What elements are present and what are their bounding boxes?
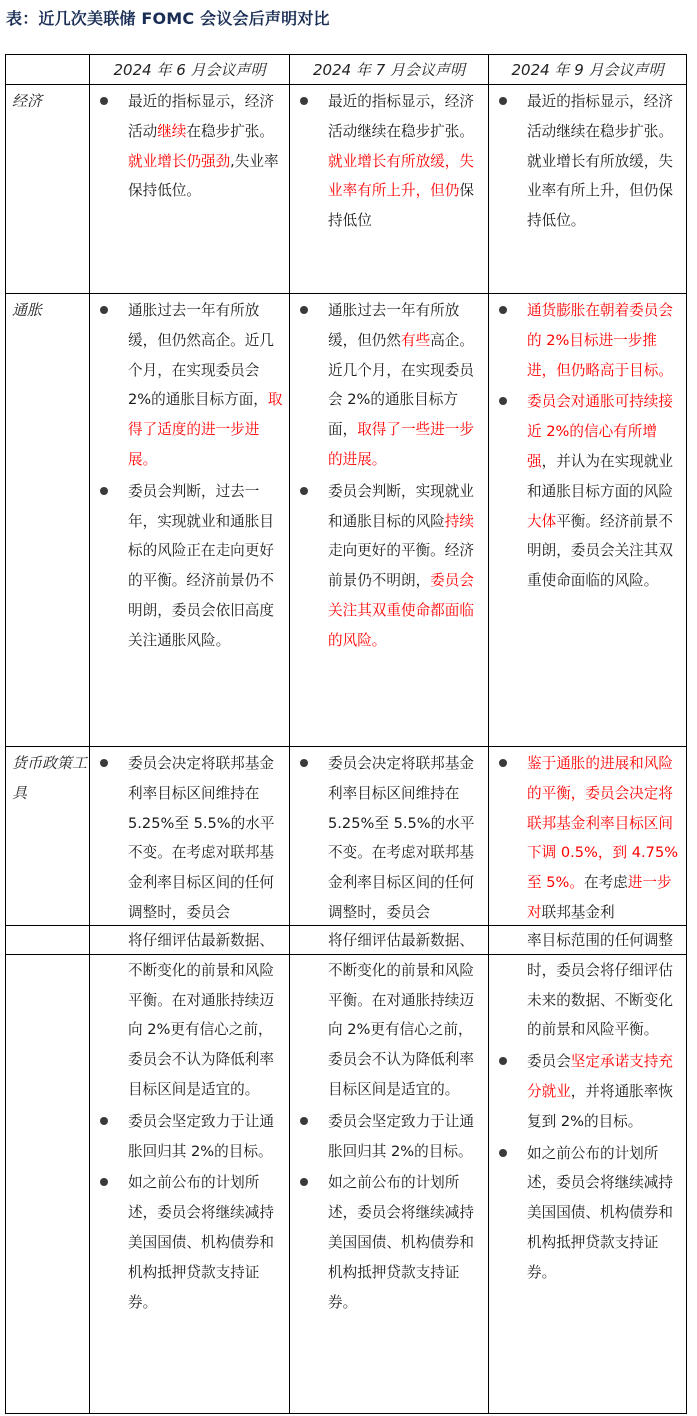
statement-text: 在考虑 — [583, 874, 628, 892]
bullet-dot-icon — [300, 487, 308, 495]
bullet-dot-icon — [499, 759, 507, 767]
row-label-economy: 经济 — [6, 85, 90, 294]
statement-text: 平衡。经济前景不明朗，委员会关注其双重使命面临的风险。 — [527, 512, 673, 590]
bullet-dot-icon — [300, 306, 308, 314]
statement-text: ，并认为在实现就业和通胀目标方面的风险 — [527, 452, 673, 500]
cell-policy-july — [290, 747, 489, 955]
cell-policy-september — [489, 747, 687, 955]
bullet-item — [290, 747, 488, 928]
highlighted-text: 大体 — [527, 512, 557, 530]
bullet-list — [90, 926, 289, 1317]
bullet-item — [90, 85, 289, 206]
bullet-item — [90, 475, 289, 656]
cell-policy-september-continued — [489, 926, 687, 1414]
statement-text: 如之前公布的计划所述，委员会将继续减持美国国债、机构债券和机构抵押贷款支持证券。 — [328, 1174, 474, 1311]
bullet-item — [290, 926, 488, 1105]
highlighted-text: 有些 — [400, 331, 431, 349]
bullet-item — [489, 385, 686, 596]
cell-economy-september — [489, 85, 687, 294]
highlighted-text: 继续 — [157, 122, 187, 140]
bullet-item — [90, 1105, 289, 1167]
bullet-dot-icon — [100, 306, 108, 314]
statement-text: 最近的指标显示，经济活动继续在稳步扩张。就业增长有所放缓，失业率有所上升，但仍保持低位。 — [527, 93, 673, 230]
statement-text: 委员会坚定致力于让通胀回归其 2%的目标。 — [128, 1112, 274, 1160]
bullet-list — [290, 926, 488, 1317]
statement-text: 联邦基金利 — [541, 903, 615, 921]
bullet-list — [90, 747, 289, 928]
bullet-dot-icon — [100, 759, 108, 767]
statement-text: 委员会判断，过去一年，实现就业和通胀目标的风险正在走向更好的平衡。经济前景仍不明朗，委员会依旧高度关注通胀风险。 — [128, 482, 274, 649]
statement-text: 率目标范围的任何调整时，委员会将仔细评估未来的数据、不断变化的前景和风险平衡。 — [527, 932, 673, 1039]
bullet-item — [290, 294, 488, 475]
statement-text: ,失业率保持低位。 — [128, 152, 279, 200]
bullet-item — [90, 294, 289, 475]
row-policy-tools-continued — [6, 926, 687, 1414]
bullet-item — [489, 1137, 686, 1288]
row-label-inflation: 通胀 — [6, 294, 90, 747]
bullet-dot-icon — [300, 1117, 308, 1125]
bullet-item — [290, 1105, 488, 1167]
bullet-item — [290, 475, 488, 656]
bullet-item — [489, 85, 686, 236]
bullet-dot-icon — [300, 1178, 308, 1186]
statement-text: 通胀过去一年有所放缓，但仍然高企。近几个月，在实现委员会 2%的通胀目标方面， — [128, 302, 274, 409]
header-row — [6, 55, 687, 85]
cell-inflation-june — [90, 294, 290, 747]
bullet-dot-icon — [499, 397, 507, 405]
statement-text: 委员会坚定致力于让通胀回归其 2%的目标。 — [328, 1112, 474, 1160]
bullet-list — [489, 747, 686, 928]
bullet-item — [290, 85, 488, 236]
bullet-item — [90, 926, 289, 1105]
bullet-dot-icon — [100, 1117, 108, 1125]
bullet-list — [290, 85, 488, 236]
bullet-list — [489, 926, 686, 1288]
bullet-list — [489, 294, 686, 596]
statement-text: 如之前公布的计划所述，委员会将继续减持美国国债、机构债券和机构抵押贷款支持证券。 — [527, 1144, 673, 1281]
row-label-continued-empty — [6, 926, 90, 1414]
cell-policy-june-continued — [90, 926, 290, 1414]
statement-text: 将仔细评估最新数据、不断变化的前景和风险平衡。在对通胀持续迈向 2%更有信心之前，委员会不认为降低利率目标区间是适宜的。 — [328, 932, 474, 1098]
bullet-dot-icon — [100, 1178, 108, 1186]
statement-text: 最近的指标显示，经济活动继续在稳步扩张。 — [328, 93, 474, 140]
highlighted-text: 就业增长有所放缓，失业率有所上升，但仍 — [328, 152, 474, 200]
statement-text: 委员会决定将联邦基金利率目标区间维持在 5.25%至 5.5%的水平不变。在考虑对联邦基金利率目标区间的任何调整时，委员会 — [128, 755, 275, 921]
highlighted-text: 委员会对通胀可持续接近 2%的信心有所增强 — [527, 393, 673, 470]
bullet-dot-icon — [499, 1149, 507, 1157]
bullet-list — [90, 85, 289, 206]
bullet-dot-icon — [100, 97, 108, 105]
highlighted-text: 委员会关注其双重使命都面临的风险。 — [328, 572, 474, 649]
cell-economy-july — [290, 85, 489, 294]
header-july: 2024 年 7 月会议声明 — [290, 55, 489, 85]
header-september: 2024 年 9 月会议声明 — [489, 55, 687, 85]
comparison-table-continued — [5, 925, 687, 1414]
header-empty — [6, 55, 90, 85]
cell-economy-june — [90, 85, 290, 294]
highlighted-text: 取得了适度的进一步进展。 — [128, 391, 283, 468]
bullet-item — [489, 1045, 686, 1136]
comparison-table — [5, 54, 687, 955]
statement-text: ，并将通胀率恢复到 2%的目标。 — [527, 1082, 673, 1130]
bullet-list — [90, 294, 289, 656]
statement-text: 委员会 — [527, 1053, 571, 1071]
bullet-list — [290, 747, 488, 928]
row-policy-tools — [6, 747, 687, 955]
statement-text: 最近的指标显示，经济活动 — [128, 93, 274, 140]
statement-text: 保持低位 — [328, 182, 474, 230]
statement-text: 通胀过去一年有所放缓，但仍然 — [328, 302, 460, 349]
bullet-dot-icon — [499, 306, 507, 314]
statement-text: 如之前公布的计划所述，委员会将继续减持美国国债、机构债券和机构抵押贷款支持证券。 — [128, 1174, 274, 1311]
highlighted-text: 取得了一些进一步的进展。 — [328, 421, 474, 468]
bullet-list — [290, 294, 488, 656]
statement-text: 走向更好的平衡。经济前景仍不明朗， — [328, 542, 474, 590]
row-economy — [6, 85, 687, 294]
bullet-item — [90, 1166, 289, 1317]
bullet-item — [90, 747, 289, 928]
header-june: 2024 年 6 月会议声明 — [90, 55, 290, 85]
highlighted-text: 坚定承诺支持充分就业 — [527, 1053, 673, 1100]
bullet-item — [489, 926, 686, 1045]
statement-text: 将仔细评估最新数据、不断变化的前景和风险平衡。在对通胀持续迈向 2%更有信心之前，委员会不认为降低利率目标区间是适宜的。 — [128, 932, 274, 1098]
cell-policy-june — [90, 747, 290, 955]
statement-text: 高企。近几个月，在实现委员会 2%的通胀目标方面， — [328, 331, 474, 439]
cell-inflation-september — [489, 294, 687, 747]
row-label-policy-tools: 货币政策工具 — [6, 747, 90, 955]
bullet-item — [489, 294, 686, 385]
row-inflation — [6, 294, 687, 747]
bullet-item — [489, 747, 686, 928]
bullet-dot-icon — [300, 759, 308, 767]
statement-text: 委员会决定将联邦基金利率目标区间维持在 5.25%至 5.5%的水平不变。在考虑对联邦基金利率目标区间的任何调整时，委员会 — [328, 755, 475, 921]
bullet-dot-icon — [300, 97, 308, 105]
cell-inflation-july — [290, 294, 489, 747]
highlighted-text: 进一步对 — [527, 874, 672, 921]
highlighted-text: 通货膨胀在朝着委员会的 2%目标进一步推进，但仍略高于目标。 — [527, 302, 673, 379]
page-title: 表：近几次美联储 FOMC 会议会后声明对比 — [6, 9, 330, 28]
bullet-dot-icon — [499, 97, 507, 105]
highlighted-text: 持续 — [444, 512, 474, 530]
cell-policy-july-continued — [290, 926, 489, 1414]
bullet-item — [290, 1166, 488, 1317]
highlighted-text: 鉴于通胀的进展和风险的平衡，委员会决定将联邦基金利率目标区间下调 0.5%，到 4.75%至 5%。 — [527, 755, 679, 892]
bullet-dot-icon — [499, 1057, 507, 1065]
statement-text: 委员会判断，实现就业和通胀目标的风险 — [328, 482, 474, 530]
highlighted-text: 就业增长仍强劲 — [128, 152, 231, 170]
statement-text: 在稳步扩张。 — [186, 122, 274, 140]
bullet-dot-icon — [100, 487, 108, 495]
bullet-list — [489, 85, 686, 236]
